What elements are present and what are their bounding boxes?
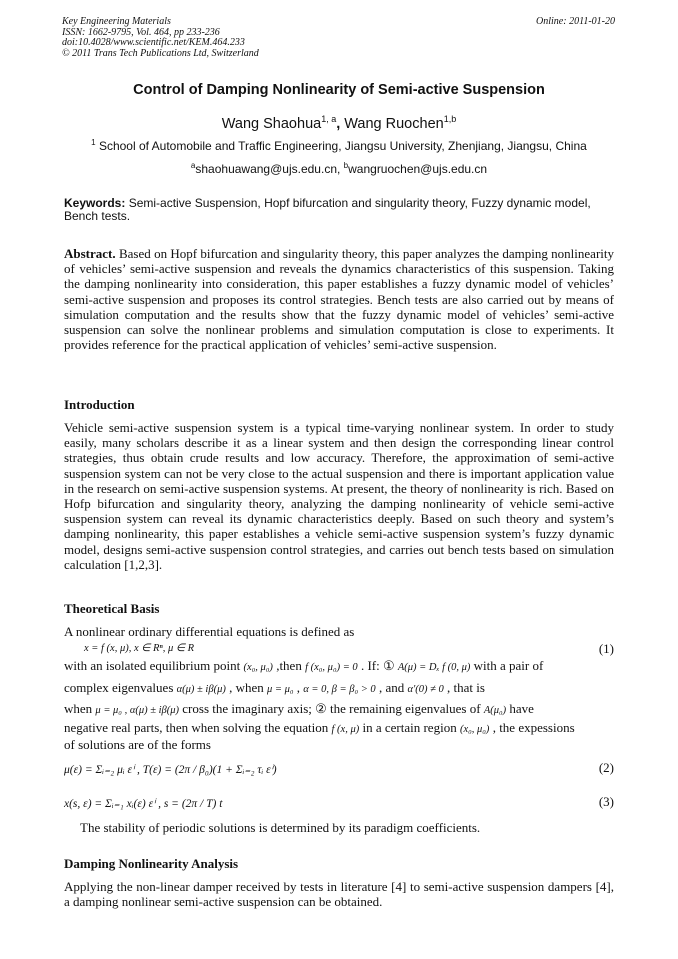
paper-title: Control of Damping Nonlinearity of Semi-active Suspension <box>133 82 545 98</box>
abstract-paragraph <box>64 246 614 352</box>
equation-number: (2) <box>598 760 614 775</box>
author-name: Wang Ruochen <box>344 115 444 132</box>
text-run: cross the imaginary axis; ② the remaining eigenvalues of <box>179 701 484 716</box>
text-run: , the expessions <box>489 720 575 735</box>
stability-sentence: The stability of periodic solutions is determined by its paradigm coefficients. <box>80 820 481 835</box>
equation-number: (1) <box>598 641 614 656</box>
affiliation-text: School of Automobile and Traffic Engineering, Jiangsu University, Zhenjiang, Jiangsu, China <box>95 139 587 153</box>
doi-line: doi:10.4028/www.scientific.net/KEM.464.233 <box>62 37 245 48</box>
author-separator: , <box>336 115 345 132</box>
affiliation <box>0 138 678 153</box>
math-inline: A(μ) = Dₓ f (0, μ) <box>397 662 471 673</box>
math-inline: (x₀, μ₀) <box>459 724 490 735</box>
text-run: , <box>293 680 304 695</box>
email-superscript: b <box>343 161 349 170</box>
equation-3: x(s, ε) = Σᵢ₌₁ xᵢ(ε) εⁱ , s = (2π / T) t <box>64 798 223 810</box>
email-link[interactable]: wangruochen@ujs.edu.cn <box>348 162 488 176</box>
text-run: , and <box>375 680 408 695</box>
author-emails <box>0 161 678 176</box>
text-run: in a certain region <box>359 720 460 735</box>
journal-header <box>62 17 259 59</box>
math-inline: μ = μ₀ , α(μ) ± iβ(μ) <box>95 705 180 716</box>
math-inline: (x₀, μ₀) <box>243 662 273 673</box>
equation-1: x = f (x, μ), x ∈ Rⁿ, μ ∈ R <box>84 643 195 654</box>
equation-number: (3) <box>598 794 614 809</box>
journal-name: Key Engineering Materials <box>62 16 171 27</box>
keywords-block <box>64 197 617 223</box>
copyright-line: © 2011 Trans Tech Publications Ltd, Switzerland <box>62 47 259 59</box>
math-inline: α′(0) ≠ 0 <box>407 684 444 695</box>
text-run: , when <box>225 680 268 695</box>
theory-text-line <box>64 701 614 718</box>
math-inline: α = 0, β = β₀ > 0 <box>303 684 376 695</box>
text-run: ,then <box>272 658 306 673</box>
issn-line: ISSN: 1662-9795, Vol. 464, pp 233-236 <box>62 26 220 38</box>
affiliation-superscript: 1 <box>91 138 96 147</box>
section-heading-damping-nonlinearity: Damping Nonlinearity Analysis <box>64 856 239 871</box>
author-superscript: 1,b <box>443 114 457 124</box>
abstract-label: Abstract. <box>64 246 116 261</box>
equation-2: μ(ε) = Σᵢ₌₂ μᵢ εⁱ , T(ε) = (2π / β₀)(1 + Σᵢ₌₂ τᵢ εⁱ) <box>64 764 277 776</box>
text-run: with a pair of <box>470 658 544 673</box>
text-run: . If: ① <box>357 658 398 673</box>
theory-text-line <box>64 720 614 737</box>
math-inline: μ = μ₀ <box>267 684 294 695</box>
damping-paragraph: Applying the non-linear damper received by tests in literature [4] to semi-active suspension dampers [4], a damping nonlinear semi-active suspension can be obtained. <box>64 879 614 910</box>
online-date: Online: 2011-01-20 <box>536 16 615 27</box>
text-run: have <box>506 701 534 716</box>
text-run: when <box>64 701 96 716</box>
keywords-label: Keywords: <box>64 196 126 210</box>
email-superscript: a <box>190 161 196 170</box>
theory-text-line: A nonlinear ordinary differential equations is defined as <box>64 624 355 639</box>
text-run: complex eigenvalues <box>64 680 177 695</box>
text-run: negative real parts, then when solving the equation <box>64 720 332 735</box>
abstract-text: Based on Hopf bifurcation and singularity theory, this paper analyzes the damping nonlinearity of vehicles’ semi-active suspension and reveals the dynamics characteristics of this suspension. Taking the damping nonlinearity into consideration, this paper establishes a fuzzy dynamic model of vehicles’ semi-active suspension and proposes its control strategies. Bench tests are also carried out by means of simulation computation and the results show that the fuzzy dynamic model of vehicles’ semi-active suspension can solve the nonlinear problems and simulation computation is close to experiments. It provides reference for the practical application of vehicles’ semi-active suspension. <box>64 246 614 353</box>
email-link[interactable]: shaohuawang@ujs.edu.cn, <box>195 162 344 176</box>
introduction-paragraph: Vehicle semi-active suspension system is a typical time-varying nonlinear system. In order to study easily, many scholars describe it as a linear system and then design the corresponding linear control strategies, thus obtain crude results and low accuracy. Therefore, the approximation of semi-active suspension system can not be very close to the actual suspension and there is important application value in the research on semi-active suspension systems. At present, the theory of nonlinearity is rich. Based on Hofp bifurcation and singularity theory, analyzing the damping nonlinearity of vehicle semi-active suspension system can reveal its dynamic characteristics deeply. Based on such theory and system’s damping nonlinearity, this paper establishes a vehicle semi-active suspension system’s fuzzy dynamic model, designs semi-active suspension control strategies, and carries out bench tests based on simulation calculation [1,2,3]. <box>64 420 614 572</box>
text-run: with an isolated equilibrium point <box>64 658 244 673</box>
theory-text-line: of solutions are of the forms <box>64 737 211 752</box>
math-inline: A(μ₀) <box>483 705 507 716</box>
math-inline: f (x, μ) <box>331 724 360 735</box>
theory-text-line <box>64 680 614 697</box>
math-inline: α(μ) ± iβ(μ) <box>176 684 226 695</box>
keywords-text: Semi-active Suspension, Hopf bifurcation and singularity theory, Fuzzy dynamic model, Bench tests. <box>64 196 591 223</box>
author-superscript: 1, a <box>321 114 337 124</box>
theory-text-line <box>64 658 614 675</box>
text-run: , that is <box>443 680 485 695</box>
author-name: Wang Shaohua <box>221 115 322 132</box>
section-heading-theoretical-basis: Theoretical Basis <box>64 601 160 616</box>
author-list <box>0 114 678 132</box>
section-heading-introduction: Introduction <box>64 397 135 412</box>
math-inline: f (x₀, μ₀) = 0 <box>305 662 358 673</box>
